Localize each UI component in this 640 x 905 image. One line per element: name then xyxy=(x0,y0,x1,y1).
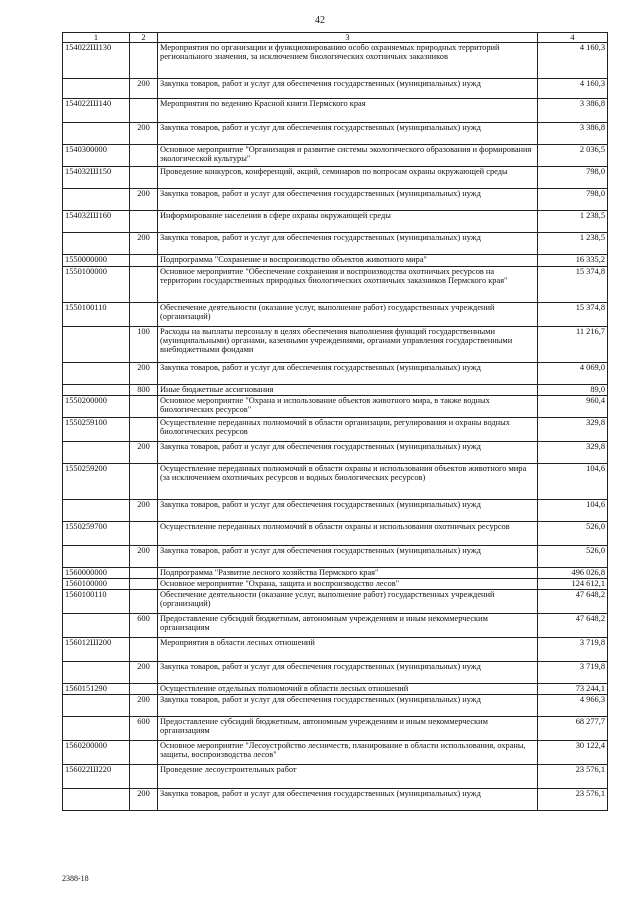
row-description: Мероприятия по организации и функционированию особо охраняемых природных территорий регионального значения, за исключением биологических охотничьих заказников xyxy=(158,43,538,79)
row-expense-type xyxy=(130,684,158,695)
row-description: Осуществление переданных полномочий в области охраны и использования охотничьих ресурсов xyxy=(158,522,538,546)
column-header: 4 xyxy=(538,33,608,43)
table-row xyxy=(63,385,608,396)
row-code: 1550259700 xyxy=(63,522,130,546)
row-description: Мероприятия в области лесных отношений xyxy=(158,638,538,662)
table-row xyxy=(63,789,608,811)
row-description: Основное мероприятие "Охрана, защита и воспроизводство лесов" xyxy=(158,579,538,590)
row-amount: 104,6 xyxy=(538,500,608,522)
row-expense-type xyxy=(130,211,158,233)
row-code: 154022Ш140 xyxy=(63,99,130,123)
row-amount: 3 386,8 xyxy=(538,99,608,123)
row-expense-type xyxy=(130,418,158,442)
row-code: 154032Ш160 xyxy=(63,211,130,233)
table-row xyxy=(63,363,608,385)
table-row xyxy=(63,396,608,418)
row-expense-type xyxy=(130,303,158,327)
row-code xyxy=(63,79,130,99)
table-row xyxy=(63,79,608,99)
row-expense-type: 200 xyxy=(130,789,158,811)
page-number: 42 xyxy=(315,15,325,26)
row-description: Мероприятия по ведению Красной книги Пермского края xyxy=(158,99,538,123)
row-amount: 73 244,1 xyxy=(538,684,608,695)
row-amount: 15 374,8 xyxy=(538,303,608,327)
row-amount: 1 238,5 xyxy=(538,233,608,255)
row-amount: 526,0 xyxy=(538,522,608,546)
row-expense-type: 200 xyxy=(130,189,158,211)
column-header: 1 xyxy=(63,33,130,43)
row-amount: 23 576,1 xyxy=(538,789,608,811)
row-code xyxy=(63,717,130,741)
row-amount: 3 719,8 xyxy=(538,638,608,662)
row-expense-type: 200 xyxy=(130,123,158,145)
row-description: Закупка товаров, работ и услуг для обеспечения государственных (муниципальных) нужд xyxy=(158,662,538,684)
row-expense-type: 200 xyxy=(130,500,158,522)
row-description: Осуществление переданных полномочий в области организации, регулирования и охраны водных биологических ресурсов xyxy=(158,418,538,442)
row-description: Закупка товаров, работ и услуг для обеспечения государственных (муниципальных) нужд xyxy=(158,123,538,145)
row-expense-type xyxy=(130,167,158,189)
row-code xyxy=(63,123,130,145)
row-description: Подпрограмма "Развитие лесного хозяйства Пермского края" xyxy=(158,568,538,579)
row-description: Обеспечение деятельности (оказание услуг, выполнение работ) государственных учреждений (организаций) xyxy=(158,590,538,614)
row-code xyxy=(63,385,130,396)
row-description: Проведение лесоустроительных работ xyxy=(158,765,538,789)
row-expense-type: 200 xyxy=(130,546,158,568)
row-amount: 526,0 xyxy=(538,546,608,568)
row-description: Расходы на выплаты персоналу в целях обеспечения выполнения функций государственными (муниципальными) органами, казенными учреждениями, органами управления государственными внебюджетными фондами xyxy=(158,327,538,363)
row-code: 1560200000 xyxy=(63,741,130,765)
table-row xyxy=(63,123,608,145)
row-description: Основное мероприятие "Лесоустройство лесничеств, планирование в области использования, охраны, защиты, воспроизводства лесов" xyxy=(158,741,538,765)
row-expense-type xyxy=(130,464,158,500)
row-description: Закупка товаров, работ и услуг для обеспечения государственных (муниципальных) нужд xyxy=(158,546,538,568)
row-expense-type xyxy=(130,765,158,789)
table-row xyxy=(63,568,608,579)
table-row xyxy=(63,522,608,546)
row-code xyxy=(63,546,130,568)
row-code: 1550000000 xyxy=(63,255,130,267)
table-row xyxy=(63,590,608,614)
row-description: Закупка товаров, работ и услуг для обеспечения государственных (муниципальных) нужд xyxy=(158,500,538,522)
row-description: Предоставление субсидий бюджетным, автономным учреждениям и иным некоммерческим организациям xyxy=(158,614,538,638)
table-header-row xyxy=(63,33,608,43)
row-code xyxy=(63,789,130,811)
row-code: 1560000000 xyxy=(63,568,130,579)
row-code: 156022Ш220 xyxy=(63,765,130,789)
row-expense-type: 200 xyxy=(130,363,158,385)
row-expense-type xyxy=(130,396,158,418)
table-row xyxy=(63,233,608,255)
row-code xyxy=(63,233,130,255)
row-description: Осуществление переданных полномочий в области охраны и использования объектов животного мира (за исключением охотничьих ресурсов и водных биологических ресурсов) xyxy=(158,464,538,500)
row-amount: 47 648,2 xyxy=(538,590,608,614)
table-row xyxy=(63,765,608,789)
row-code: 1550100000 xyxy=(63,267,130,303)
row-description: Иные бюджетные ассигнования xyxy=(158,385,538,396)
row-expense-type xyxy=(130,741,158,765)
row-expense-type: 800 xyxy=(130,385,158,396)
table-row xyxy=(63,684,608,695)
row-code xyxy=(63,189,130,211)
row-description: Закупка товаров, работ и услуг для обеспечения государственных (муниципальных) нужд xyxy=(158,789,538,811)
row-expense-type: 100 xyxy=(130,327,158,363)
row-code xyxy=(63,614,130,638)
row-expense-type: 200 xyxy=(130,662,158,684)
table-row xyxy=(63,145,608,167)
table-row xyxy=(63,546,608,568)
table-row xyxy=(63,638,608,662)
row-amount: 3 719,8 xyxy=(538,662,608,684)
row-description: Закупка товаров, работ и услуг для обеспечения государственных (муниципальных) нужд xyxy=(158,189,538,211)
row-amount: 4 069,0 xyxy=(538,363,608,385)
row-expense-type xyxy=(130,638,158,662)
row-amount: 23 576,1 xyxy=(538,765,608,789)
row-description: Закупка товаров, работ и услуг для обеспечения государственных (муниципальных) нужд xyxy=(158,442,538,464)
table-row xyxy=(63,442,608,464)
row-description: Закупка товаров, работ и услуг для обеспечения государственных (муниципальных) нужд xyxy=(158,695,538,717)
table-row xyxy=(63,99,608,123)
row-code xyxy=(63,662,130,684)
table-row xyxy=(63,662,608,684)
row-amount: 4 160,3 xyxy=(538,79,608,99)
table-row xyxy=(63,741,608,765)
row-expense-type: 200 xyxy=(130,233,158,255)
row-code: 1550259100 xyxy=(63,418,130,442)
row-code: 154032Ш150 xyxy=(63,167,130,189)
table-row xyxy=(63,255,608,267)
row-code xyxy=(63,695,130,717)
row-expense-type xyxy=(130,145,158,167)
table-row xyxy=(63,211,608,233)
row-code: 154022Ш130 xyxy=(63,43,130,79)
row-expense-type xyxy=(130,255,158,267)
table-row xyxy=(63,303,608,327)
row-expense-type: 200 xyxy=(130,442,158,464)
row-description: Основное мероприятие "Охрана и использование объектов животного мира, в также водных биологических ресурсов" xyxy=(158,396,538,418)
row-description: Закупка товаров, работ и услуг для обеспечения государственных (муниципальных) нужд xyxy=(158,233,538,255)
table-row xyxy=(63,464,608,500)
table-row xyxy=(63,717,608,741)
row-amount: 68 277,7 xyxy=(538,717,608,741)
row-amount: 329,8 xyxy=(538,418,608,442)
row-code: 1550100110 xyxy=(63,303,130,327)
row-amount: 1 238,5 xyxy=(538,211,608,233)
row-description: Подпрограмма "Сохранение и воспроизводство объектов животного мира" xyxy=(158,255,538,267)
row-amount: 496 026,8 xyxy=(538,568,608,579)
column-header: 2 xyxy=(130,33,158,43)
row-code: 156012Ш200 xyxy=(63,638,130,662)
row-expense-type xyxy=(130,522,158,546)
table-row xyxy=(63,189,608,211)
document-code: 2388-18 xyxy=(62,874,89,883)
row-code: 1550200000 xyxy=(63,396,130,418)
row-description: Основное мероприятие "Обеспечение сохранения и воспроизводства охотничьих ресурсов на территории государственных природных биологических охотничьих заказников Пермского края" xyxy=(158,267,538,303)
row-amount: 89,0 xyxy=(538,385,608,396)
row-amount: 4 966,3 xyxy=(538,695,608,717)
table-row xyxy=(63,579,608,590)
table-row xyxy=(63,43,608,79)
table-row xyxy=(63,327,608,363)
row-amount: 329,8 xyxy=(538,442,608,464)
row-description: Закупка товаров, работ и услуг для обеспечения государственных (муниципальных) нужд xyxy=(158,79,538,99)
row-expense-type xyxy=(130,568,158,579)
table-row xyxy=(63,614,608,638)
row-amount: 798,0 xyxy=(538,189,608,211)
row-code xyxy=(63,442,130,464)
row-code xyxy=(63,327,130,363)
row-amount: 124 612,1 xyxy=(538,579,608,590)
row-description: Предоставление субсидий бюджетным, автономным учреждениям и иным некоммерческим организациям xyxy=(158,717,538,741)
row-amount: 15 374,8 xyxy=(538,267,608,303)
row-code: 1560151290 xyxy=(63,684,130,695)
row-amount: 4 160,3 xyxy=(538,43,608,79)
row-amount: 30 122,4 xyxy=(538,741,608,765)
row-description: Основное мероприятие "Организация и развитие системы экологического образования и формирования экологической культуры" xyxy=(158,145,538,167)
column-header: 3 xyxy=(158,33,538,43)
row-description: Закупка товаров, работ и услуг для обеспечения государственных (муниципальных) нужд xyxy=(158,363,538,385)
row-expense-type xyxy=(130,99,158,123)
row-expense-type: 200 xyxy=(130,79,158,99)
row-amount: 104,6 xyxy=(538,464,608,500)
row-amount: 47 648,2 xyxy=(538,614,608,638)
row-expense-type xyxy=(130,590,158,614)
table-row xyxy=(63,267,608,303)
row-code: 1540300000 xyxy=(63,145,130,167)
row-code xyxy=(63,363,130,385)
row-amount: 3 386,8 xyxy=(538,123,608,145)
table-row xyxy=(63,500,608,522)
table-row xyxy=(63,695,608,717)
table-row xyxy=(63,418,608,442)
row-code: 1560100110 xyxy=(63,590,130,614)
row-expense-type xyxy=(130,579,158,590)
row-code xyxy=(63,500,130,522)
row-amount: 798,0 xyxy=(538,167,608,189)
row-code: 1560100000 xyxy=(63,579,130,590)
row-description: Проведение конкурсов, конференций, акций, семинаров по вопросам охраны окружающей среды xyxy=(158,167,538,189)
row-description: Обеспечение деятельности (оказание услуг, выполнение работ) государственных учреждений (организаций) xyxy=(158,303,538,327)
row-description: Информирование населения в сфере охраны окружающей среды xyxy=(158,211,538,233)
row-expense-type xyxy=(130,43,158,79)
row-expense-type: 200 xyxy=(130,695,158,717)
row-expense-type: 600 xyxy=(130,614,158,638)
row-expense-type: 600 xyxy=(130,717,158,741)
row-code: 1550259200 xyxy=(63,464,130,500)
row-expense-type xyxy=(130,267,158,303)
row-amount: 2 036,5 xyxy=(538,145,608,167)
row-amount: 16 335,2 xyxy=(538,255,608,267)
row-description: Осуществление отдельных полномочий в области лесных отношений xyxy=(158,684,538,695)
budget-table xyxy=(62,32,608,811)
table-row xyxy=(63,167,608,189)
row-amount: 960,4 xyxy=(538,396,608,418)
row-amount: 11 216,7 xyxy=(538,327,608,363)
